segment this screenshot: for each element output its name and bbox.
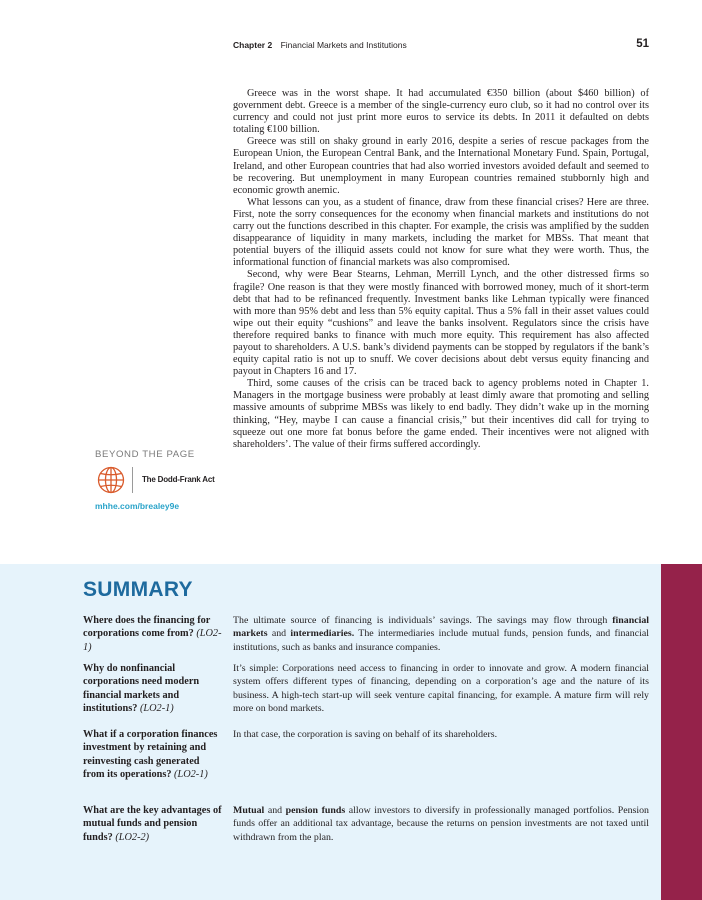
beyond-the-page-callout [95, 449, 225, 511]
answer-text: allow investors to diversify in professionally managed portfolios. Pension funds offer an additional tax advantage, because the returns on pension investments are not taxed until withdrawn from the plan. [233, 805, 649, 843]
answer-text: and [264, 805, 286, 816]
summary-title: SUMMARY [83, 578, 193, 601]
summary-question: Where does the financing for corporations come from? (LO2-1) [83, 615, 222, 653]
summary-answer [233, 728, 649, 741]
divider [132, 467, 133, 493]
paragraph: Second, why were Bear Stearns, Lehman, Merrill Lynch, and the other distressed firms so fragile? One reason is that they were mostly financed with borrowed money, much of it short-term debt that had to be refinanced frequently. Investment banks like Lehman typically were financed with more than 95% debt and less than 5% equity capital. Thus a 5% fall in their asset values could wipe out their equity “cushions” and leave the banks insolvent. Regulators since the crisis have therefore required banks to finance with much more equity. This requirement has also affected payout to shareholders. A U.S. bank’s dividend payments can be stopped by regulators if the bank’s equity capital ratio is not up to snuff. We cover decisions about debt versus equity financing and payout in Chapters 16 and 17. [233, 269, 649, 378]
summary-answer [233, 662, 649, 715]
body-text [233, 88, 649, 451]
answer-text: In that case, the corporation is saving on behalf of its shareholders. [233, 729, 498, 740]
paragraph: What lessons can you, as a student of finance, draw from these financial crises? Here are three. First, note the sorry consequences for the economy when financial markets and institutions do not carry out the functions described in this chapter. For example, the crisis was amplified by the sudden disappearance of liquidity in many markets, including the market for MBSs. That meant that potential buyers of the illiquid assets could not know for sure what they were worth. Thus, the informational function of financial markets was also compromised. [233, 196, 649, 269]
summary-question: What if a corporation finances investment by retaining and reinvesting cash generated from its operations? (LO2-1) [83, 729, 218, 780]
key-term: intermediaries. [290, 628, 355, 640]
beyond-the-page-topic: The Dodd-Frank Act [142, 475, 215, 484]
beyond-the-page-link[interactable]: mhhe.com/brealey9e [95, 501, 180, 511]
answer-text: The intermediaries include mutual funds, pension funds, and financial institutions, such as banks and insurance companies. [233, 628, 649, 653]
summary-question: What are the key advantages of mutual funds and pension funds? (LO2-2) [83, 805, 222, 843]
paragraph: Greece was still on shaky ground in early 2016, despite a series of rescue packages from the European Union, the European Central Bank, and the International Monetary Fund. Spain, Portugal, Ireland, and other European countries that had also worried investors avoided default and seemed to be recovering. But unemployment in many European countries remained stubbornly high and economic growth anemic. [233, 136, 649, 196]
paragraph: Third, some causes of the crisis can be traced back to agency problems noted in Chapter 1. Managers in the mortgage business were probably at least dimly aware that promoting and selling massive amounts of subprime MBSs was likely to end badly. They didn’t wake up in the morning thinking, “Hey, maybe I can cause a financial crisis,” but their incentives did call for trying to squeeze out one more fat bonus before the game ended. Their incentives were not aligned with shareholders’. The value of their firms suffered accordingly. [233, 378, 649, 450]
summary-answer [233, 804, 649, 844]
answer-text: and [267, 628, 291, 640]
beyond-the-page-row [95, 463, 225, 497]
key-term: Mutual [233, 805, 265, 816]
beyond-the-page-label: BEYOND THE PAGE [95, 449, 195, 460]
page-number: 51 [636, 38, 649, 50]
paragraph: Greece was in the worst shape. It had accumulated €350 billion (about $460 billion) of government debt. Greece is a member of the single-currency euro club, so it had no control over its currency and could not just print more euros to service its debts. In 2011 it defaulted on debts totaling €100 billion. [233, 88, 649, 136]
summary-answer [233, 614, 649, 654]
summary-question: Why do nonfinancial corporations need modern financial markets and institutions? (LO2-1) [83, 663, 200, 714]
globe-icon [97, 466, 125, 494]
chapter-tab-sidebar [661, 564, 702, 900]
answer-text: The ultimate source of financing is individuals’ savings. The savings may flow through [233, 615, 613, 626]
chapter-title: Financial Markets and Institutions [280, 40, 407, 50]
key-term: financial markets [233, 615, 649, 640]
key-term: pension funds [285, 805, 346, 816]
chapter-label: Chapter 2 [233, 40, 273, 50]
running-header [233, 40, 649, 54]
answer-text: It’s simple: Corporations need access to financing in order to innovate and grow. A modern financial system offers different types of financing, depending on a corporation’s age and the nature of its business. A high-tech start-up will seek venture capital financing, for example. A mature firm will rely more on bond markets. [233, 663, 649, 714]
